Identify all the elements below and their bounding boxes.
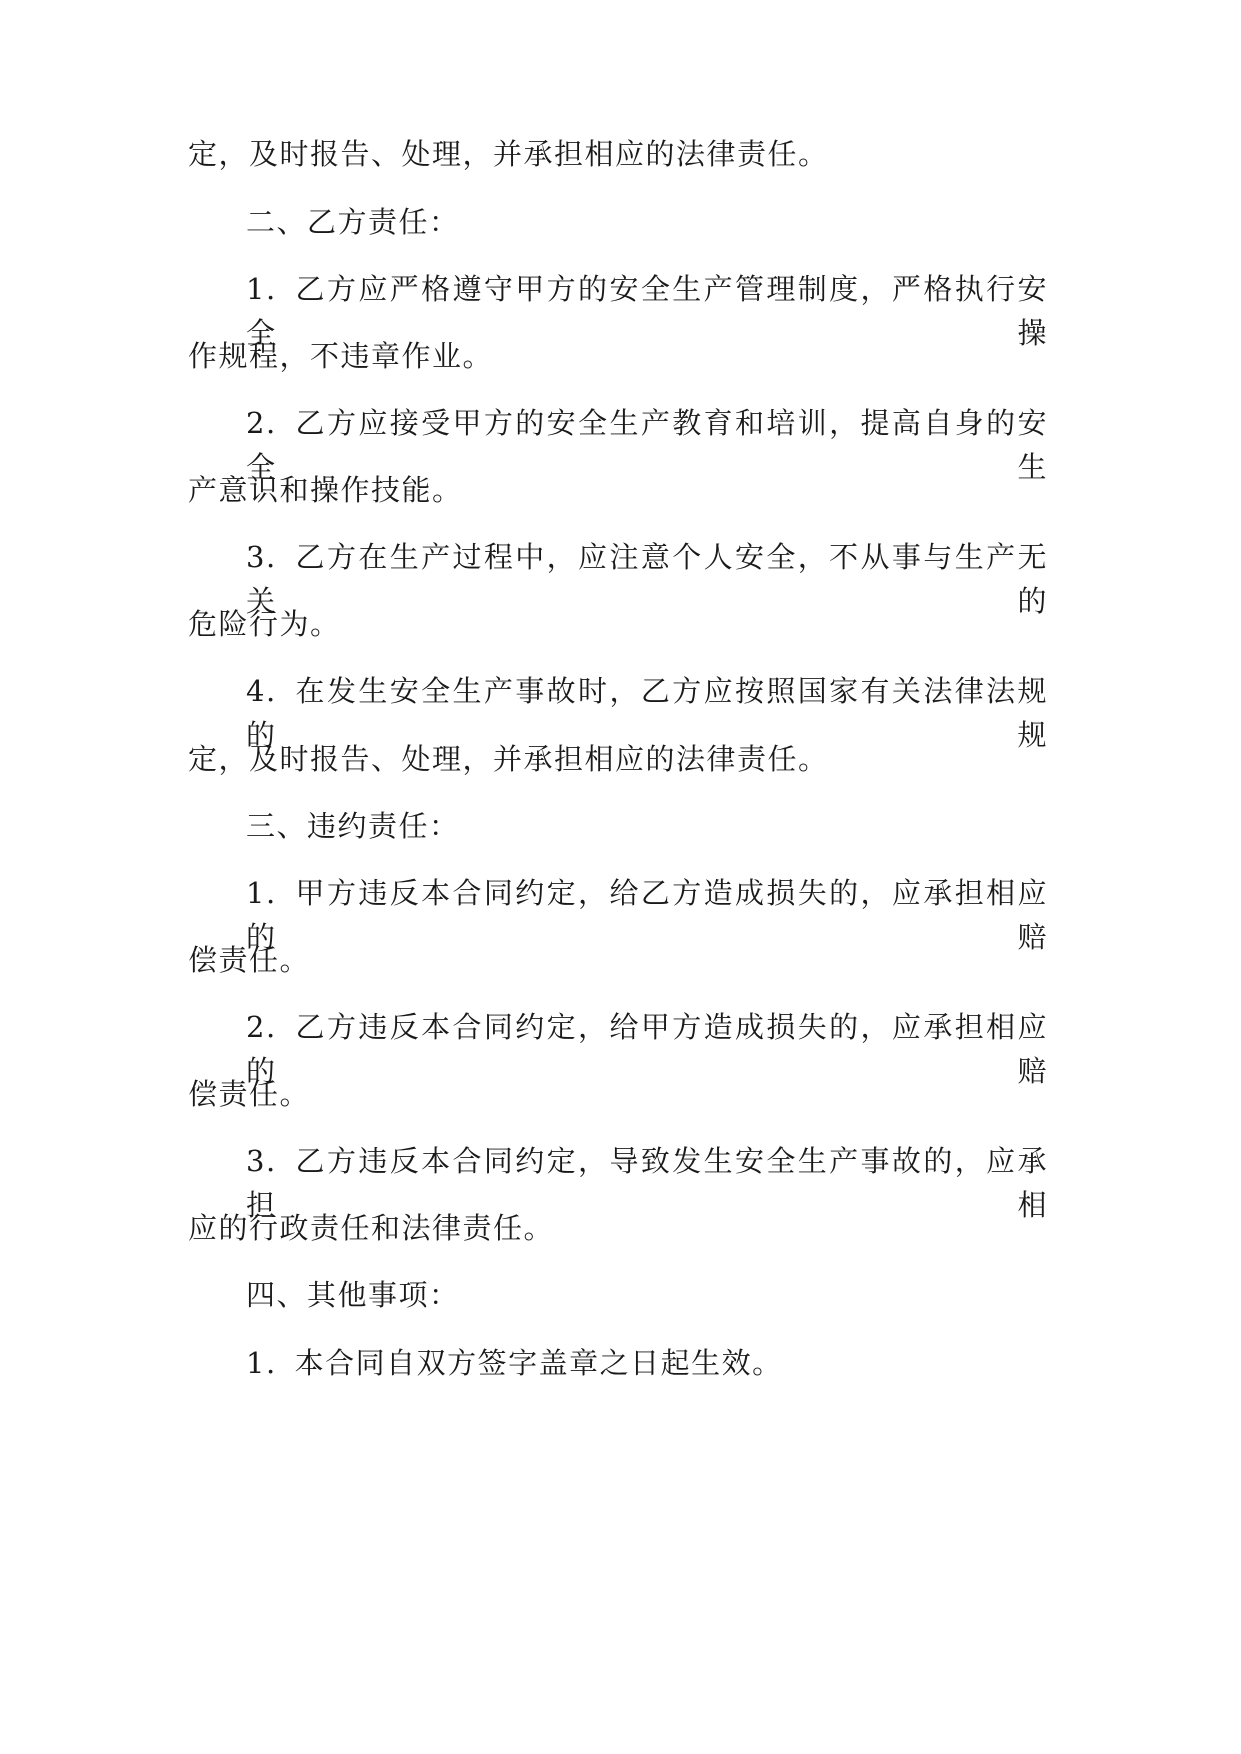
text-line: 应的行政责任和法律责任。 bbox=[188, 1211, 555, 1245]
text-line: 作规程，不违章作业。 bbox=[188, 339, 494, 373]
text-line: 产意识和操作技能。 bbox=[188, 473, 463, 507]
item-number: 1. bbox=[246, 272, 277, 306]
text-line: 危险行为。 bbox=[188, 607, 341, 641]
list-item-first-line: 3. 乙方在生产过程中，应注意个人安全，不从事与生产无关的 bbox=[246, 540, 1048, 618]
list-item-first-line: 1. 乙方应严格遵守甲方的安全生产管理制度，严格执行安全操 bbox=[246, 272, 1048, 350]
list-item-first-line: 1. 甲方违反本合同约定，给乙方造成损失的，应承担相应的赔 bbox=[246, 876, 1048, 954]
text-line: 偿责任。 bbox=[188, 1077, 311, 1111]
section-heading: 四、其他事项： bbox=[246, 1278, 460, 1312]
item-number: 4. bbox=[246, 674, 277, 708]
list-item-first-line: 1. 本合同自双方签字盖章之日起生效。 bbox=[246, 1346, 783, 1380]
text-line: 定，及时报告、处理，并承担相应的法律责任。 bbox=[188, 742, 829, 776]
section-heading: 二、乙方责任： bbox=[246, 205, 460, 239]
item-number: 1. bbox=[246, 1346, 277, 1380]
list-item-first-line: 4. 在发生安全生产事故时，乙方应按照国家有关法律法规的规 bbox=[246, 674, 1048, 752]
item-number: 1. bbox=[246, 876, 277, 910]
item-number: 3. bbox=[246, 540, 277, 574]
item-number: 2. bbox=[246, 406, 277, 440]
item-number: 3. bbox=[246, 1144, 277, 1178]
text-line: 偿责任。 bbox=[188, 943, 311, 977]
list-item-first-line: 2. 乙方应接受甲方的安全生产教育和培训，提高自身的安全生 bbox=[246, 406, 1048, 484]
section-heading: 三、违约责任： bbox=[246, 809, 460, 843]
list-item-first-line: 2. 乙方违反本合同约定，给甲方造成损失的，应承担相应的赔 bbox=[246, 1010, 1048, 1088]
text-line: 定，及时报告、处理，并承担相应的法律责任。 bbox=[188, 137, 829, 171]
list-item-first-line: 3. 乙方违反本合同约定，导致发生安全生产事故的，应承担相 bbox=[246, 1144, 1048, 1222]
item-number: 2. bbox=[246, 1010, 277, 1044]
